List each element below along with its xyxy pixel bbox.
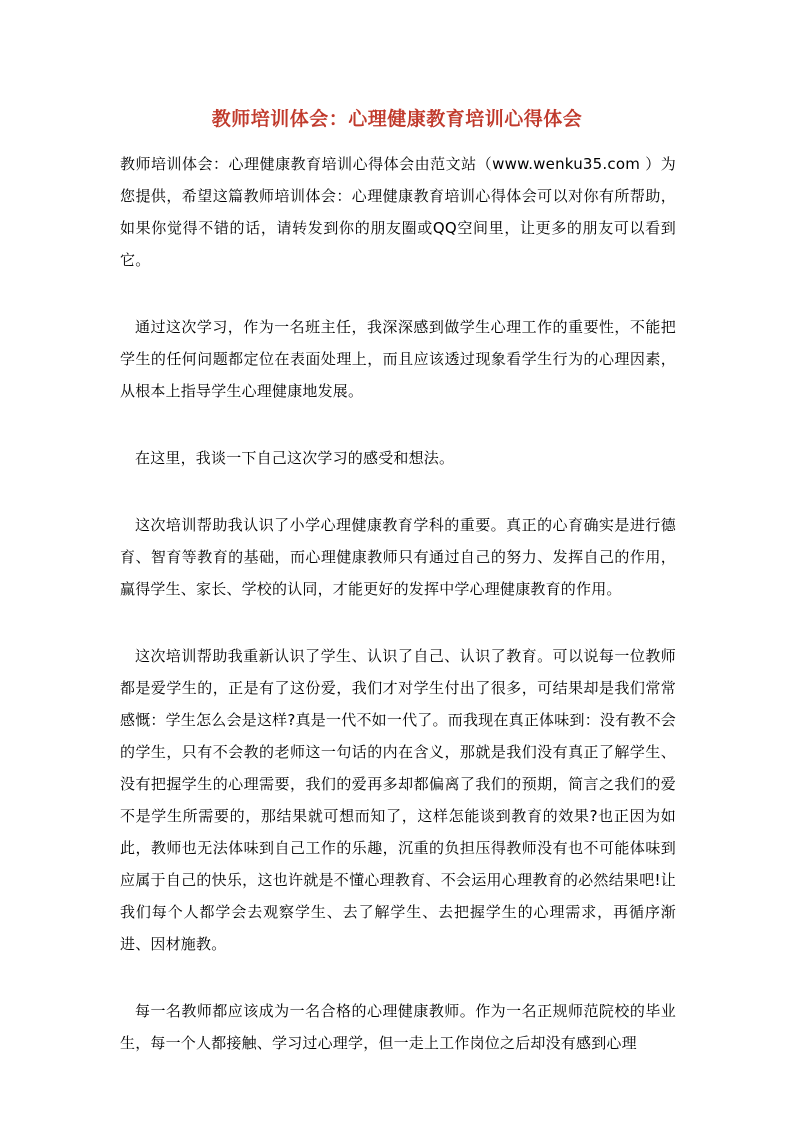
document-body (120, 148, 676, 1094)
document-title: 教师培训体会：心理健康教育培训心得体会 (211, 108, 583, 130)
intro-paragraph: 教师培训体会：心理健康教育培训心得体会由范文站（www.wenku35.com ）为您提供，希望这篇教师培训体会：心理健康教育培训心得体会可以对你有所帮助，如果你觉得不错的话，请转发到你的朋友圈或QQ空间里，让更多的朋友可以看到它。 (120, 155, 676, 269)
body-paragraph: 通过这次学习，作为一名班主任，我深深感到做学生心理工作的重要性，不能把学生的任何问题都定位在表面处理上，而且应该透过现象看学生行为的心理因素，从根本上指导学生心理健康地发展。 (120, 318, 676, 400)
body-paragraph: 在这里，我谈一下自己这次学习的感受和想法。 (135, 449, 455, 467)
body-paragraph: 这次培训帮助我重新认识了学生、认识了自己、认识了教育。可以说每一位教师都是爱学生的，正是有了这份爱，我们才对学生付出了很多，可结果却是我们常常感慨：学生怎么会是这样?真是一代不如一代了。而我现在真正体味到：没有教不会的学生，只有不会教的老师这一句话的内在含义，那就是我们没有真正了解学生、没有把握学生的心理需要，我们的爱再多却都偏离了我们的预期，简言之我们的爱不是学生所需要的，那结果就可想而知了，这样怎能谈到教育的效果?也正因为如此，教师也无法体味到自己工作的乐趣，沉重的负担压得教师没有也不可能体味到应属于自己的快乐，这也许就是不懂心理教育、不会运用心理教育的必然结果吧!让我们每个人都学会去观察学生、去了解学生、去把握学生的心理需求，再循序渐进、因材施教。 (120, 647, 676, 953)
body-paragraph: 这次培训帮助我认识了小学心理健康教育学科的重要。真正的心育确实是进行德育、智育等教育的基础，而心理健康教师只有通过自己的努力、发挥自己的作用，赢得学生、家长、学校的认同，才能更好的发挥中学心理健康教育的作用。 (120, 516, 676, 598)
body-paragraph: 每一名教师都应该成为一名合格的心理健康教师。作为一名正规师范院校的毕业生，每一个人都接触、学习过心理学，但一走上工作岗位之后却没有感到心理 (120, 1002, 676, 1052)
